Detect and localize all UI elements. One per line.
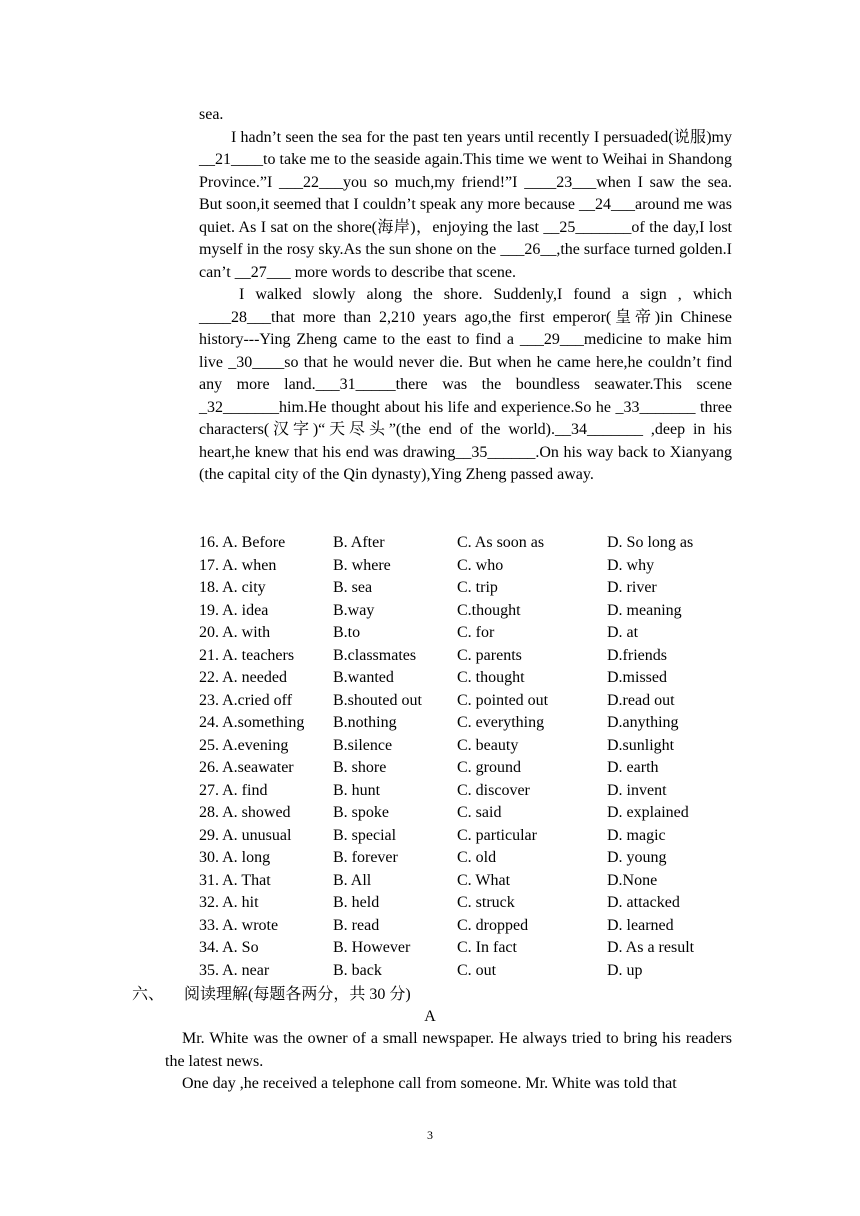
option-b: B. After (333, 534, 385, 551)
option-d: D. up (607, 961, 643, 979)
option-c: C. dropped (457, 916, 529, 934)
option-b: B. However (333, 939, 411, 956)
option-b: B. All (333, 871, 372, 889)
option-row (199, 892, 759, 915)
option-c: C. thought (457, 669, 525, 686)
option-a: 27. A. find (199, 781, 268, 799)
option-d: D. explained (607, 804, 689, 821)
reading-passage-a (165, 1028, 732, 1096)
option-b: B. where (333, 556, 391, 574)
passage-paragraph-2: One day ,he received a telephone call from someone. Mr. White was told that (182, 1075, 677, 1092)
option-a: 18. A. city (199, 579, 266, 596)
passage-label: A (424, 1008, 436, 1025)
option-row (199, 780, 759, 803)
option-d: D.missed (607, 669, 667, 686)
option-c: C. struck (457, 894, 515, 911)
option-row (199, 532, 759, 555)
option-c: C. everything (457, 714, 545, 731)
section-title: 阅读理解(每题各两分，共 30 分) (184, 986, 411, 1003)
option-c: C. As soon as (457, 534, 545, 551)
option-d: D.None (607, 871, 658, 889)
cloze-lead-in: sea. (199, 106, 224, 123)
option-d: D. earth (607, 759, 659, 776)
option-d: D. at (607, 624, 639, 641)
option-d: D.anything (607, 714, 679, 731)
option-a: 20. A. with (199, 624, 271, 641)
option-b: B. hunt (333, 781, 381, 799)
option-row (199, 645, 759, 668)
option-c: C. beauty (457, 736, 519, 754)
option-d: D. So long as (607, 534, 694, 551)
option-a: 32. A. hit (199, 894, 259, 911)
option-d: D. As a result (607, 939, 695, 956)
option-c: C. parents (457, 646, 522, 664)
option-b: B.way (333, 601, 375, 619)
option-row (199, 735, 759, 758)
option-c: C. particular (457, 826, 537, 844)
option-d: D. invent (607, 781, 667, 799)
option-a: 17. A. when (199, 556, 277, 574)
option-b: B. held (333, 894, 380, 911)
option-d: D. magic (607, 826, 666, 844)
option-b: B. shore (333, 759, 387, 776)
option-row (199, 757, 759, 780)
option-d: D.friends (607, 646, 667, 664)
option-c: C. said (457, 804, 502, 821)
cloze-paragraph-1: I hadn’t seen the sea for the past ten years until recently I persuaded(说服)my __21____to take me to the seaside again.This time we went to Weihai in Shandong Province.”I ___22___you so much,my friend!”I ____23___when I saw the sea. But soon,it seemed that I couldn’t speak any more because __24___around me was quiet. As I sat on the shore(海岸)，enjoying the last __25_______of the day,I lost myself in the rosy sky.As the sun shone on the ___26__,the surface turned golden.I can’t __27___ more words to describe that scene. (199, 128, 732, 281)
answer-options (199, 532, 759, 982)
cloze-passage (199, 104, 732, 487)
option-c: C. What (457, 871, 511, 889)
option-b: B.nothing (333, 714, 397, 731)
option-a: 26. A.seawater (199, 759, 294, 776)
option-a: 19. A. idea (199, 601, 269, 619)
option-d: D. learned (607, 916, 674, 934)
option-b: B.to (333, 624, 361, 641)
option-d: D.read out (607, 691, 675, 709)
option-b: B. forever (333, 849, 398, 866)
option-row (199, 870, 759, 893)
option-a: 29. A. unusual (199, 826, 292, 844)
option-row (199, 825, 759, 848)
option-a: 35. A. near (199, 961, 270, 979)
option-a: 33. A. wrote (199, 916, 279, 934)
option-b: B. sea (333, 579, 373, 596)
option-b: B.wanted (333, 669, 394, 686)
option-a: 16. A. Before (199, 534, 286, 551)
option-a: 30. A. long (199, 849, 271, 866)
option-a: 23. A.cried off (199, 691, 293, 709)
option-a: 22. A. needed (199, 669, 287, 686)
option-d: D. attacked (607, 894, 680, 911)
option-a: 31. A. That (199, 871, 271, 889)
option-b: B. spoke (333, 804, 389, 821)
option-c: C. trip (457, 579, 498, 596)
option-c: C. In fact (457, 939, 517, 956)
option-d: D. young (607, 849, 667, 866)
option-row (199, 690, 759, 713)
passage-paragraph-1: Mr. White was the owner of a small newspaper. He always tried to bring his readers the latest news. (165, 1030, 732, 1070)
option-b: B.silence (333, 736, 393, 754)
option-c: C. ground (457, 759, 521, 776)
option-c: C. for (457, 624, 495, 641)
option-row (199, 577, 759, 600)
option-a: 24. A.something (199, 714, 305, 731)
option-row (199, 600, 759, 623)
option-a: 34. A. So (199, 939, 259, 956)
option-b: B. back (333, 961, 382, 979)
option-b: B.shouted out (333, 691, 422, 709)
option-c: C. pointed out (457, 691, 549, 709)
option-a: 25. A.evening (199, 736, 289, 754)
section-number: 六、 (132, 986, 165, 1003)
option-row (199, 802, 759, 825)
cloze-paragraph-2: I walked slowly along the shore. Suddenly,I found a sign , which ____28___that more than 2,210 years ago,the first emperor(皇帝)in Chinese history---Ying Zheng came to the east to find a ___29___medicine to make him live _30____so that he would never die. But when he came here,he couldn’t find any more land.___31_____there was the boundless seawater.This scene _32_______him.He thought about his life and experience.So he _33_______ three characters(汉字)“天尽头”(the end of the world).__34_______ ,deep in his heart,he knew that his end was drawing__35______.On his way back to Xianyang (the capital city of the Qin dynasty),Ying Zheng passed away. (199, 286, 732, 483)
option-row (199, 622, 759, 645)
page-number: 3 (427, 1128, 433, 1142)
option-row (199, 712, 759, 735)
option-row (199, 555, 759, 578)
option-d: D.sunlight (607, 736, 675, 754)
option-row (199, 847, 759, 870)
option-c: C. discover (457, 781, 530, 799)
option-row (199, 937, 759, 960)
option-b: B. read (333, 916, 380, 934)
option-b: B.classmates (333, 646, 417, 664)
option-row (199, 915, 759, 938)
option-c: C.thought (457, 601, 521, 619)
option-a: 21. A. teachers (199, 646, 295, 664)
option-a: 28. A. showed (199, 804, 291, 821)
option-c: C. out (457, 961, 497, 979)
option-d: D. meaning (607, 601, 682, 619)
option-row (199, 960, 759, 983)
option-d: D. why (607, 556, 655, 574)
option-d: D. river (607, 579, 657, 596)
option-row (199, 667, 759, 690)
option-b: B. special (333, 826, 397, 844)
option-c: C. old (457, 849, 497, 866)
option-c: C. who (457, 556, 504, 574)
